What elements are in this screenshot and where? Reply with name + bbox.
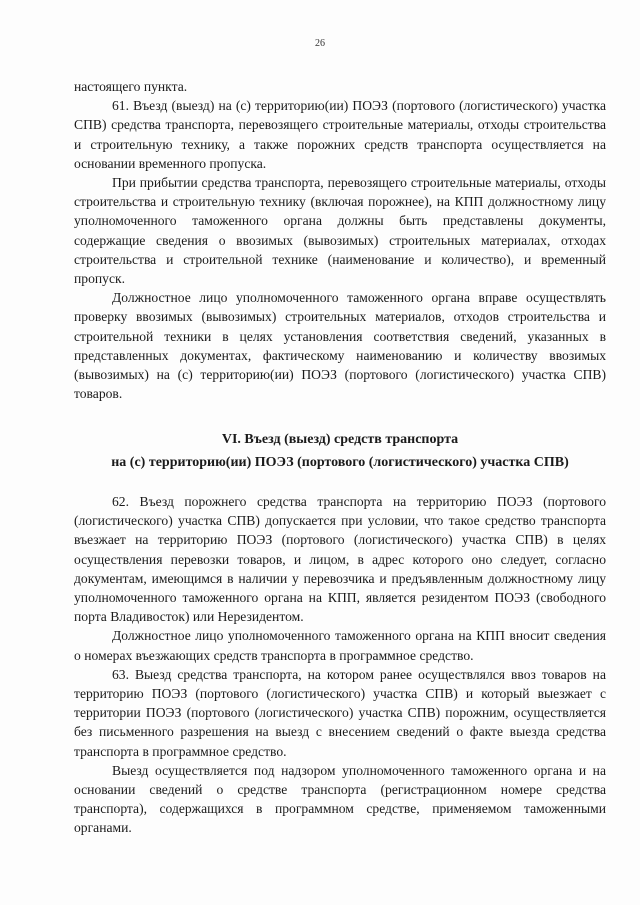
paragraph-62: 62. Въезд порожнего средства транспорта на территорию ПОЭЗ (портового (логистического) участка СПВ) допускается при условии, что такое средство транспорта въезжает на территорию ПОЭЗ (портового (логистического) участка СПВ) в целях осуществления перевозки товаров, и лицом, в адрес которого оно следует, согласно документам, имеющимся в наличии у перевозчика и предъявленным должностному лицу уполномоченного таможенного органа на КПП, является резидентом ПОЭЗ (свободного порта Владивосток) или Нерезидентом. <box>74 494 606 625</box>
paragraph-63-exit: Выезд осуществляется под надзором уполномоченного таможенного органа и на основании сведений о средстве транспорта (регистрационном номере средства транспорта), содержащихся в программном средстве, применяемом таможенными органами. <box>74 762 606 836</box>
section-2-text <box>74 492 606 838</box>
page-number: 26 <box>315 38 325 49</box>
section-1-text <box>74 77 606 403</box>
section-heading <box>60 428 620 474</box>
paragraph-61-inspection: Должностное лицо уполномоченного таможенного органа вправе осуществлять проверку ввозимых (вывозимых) строительных материалов, отходов строительства и строительной техники в целях установления соответствия сведений, указанных в представленных документах, фактическому наименованию и количеству ввозимых (вывозимых) на (с) территорию(ии) ПОЭЗ (портового (логистического) участка СПВ) товаров. <box>74 290 606 402</box>
paragraph-61-arrival: При прибытии средства транспорта, перевозящего строительные материалы, отходы строительства и строительную технику (включая порожнее), на КПП должностному лицу уполномоченного таможенного органа должны быть представлены документы, содержащие сведения о ввозимых (вывозимых) строительных материалах, отходах строительства и строительной технике (наименование и количество), и временный пропуск. <box>74 175 606 287</box>
heading-line-1: VI. Въезд (выезд) средств транспорта <box>221 432 459 447</box>
paragraph-63: 63. Выезд средства транспорта, на котором ранее осуществлялся ввоз товаров на территорию ПОЭЗ (портового (логистического) участка СПВ) и который выезжает с территории ПОЭЗ (портового (логистического) участка СПВ) порожним, осуществляется без письменного разрешения на выезд с внесением сведений о факте выезда средства транспорта в программное средство. <box>74 666 606 759</box>
paragraph-62-officer: Должностное лицо уполномоченного таможенного органа на КПП вносит сведения о номерах въезжающих средств транспорта в программное средство. <box>74 628 606 663</box>
heading-line-2: на (с) территорию(ии) ПОЭЗ (портового (логистического) участка СПВ) <box>111 455 569 470</box>
continuation-line: настоящего пункта. <box>74 79 188 94</box>
paragraph-61: 61. Въезд (выезд) на (с) территорию(ии) ПОЭЗ (портового (логистического) участка СПВ) средства транспорта, перевозящего строительные материалы, отходы строительства и строительную технику, а также порожних средств транспорта осуществляется на основании временного пропуска. <box>74 98 606 171</box>
